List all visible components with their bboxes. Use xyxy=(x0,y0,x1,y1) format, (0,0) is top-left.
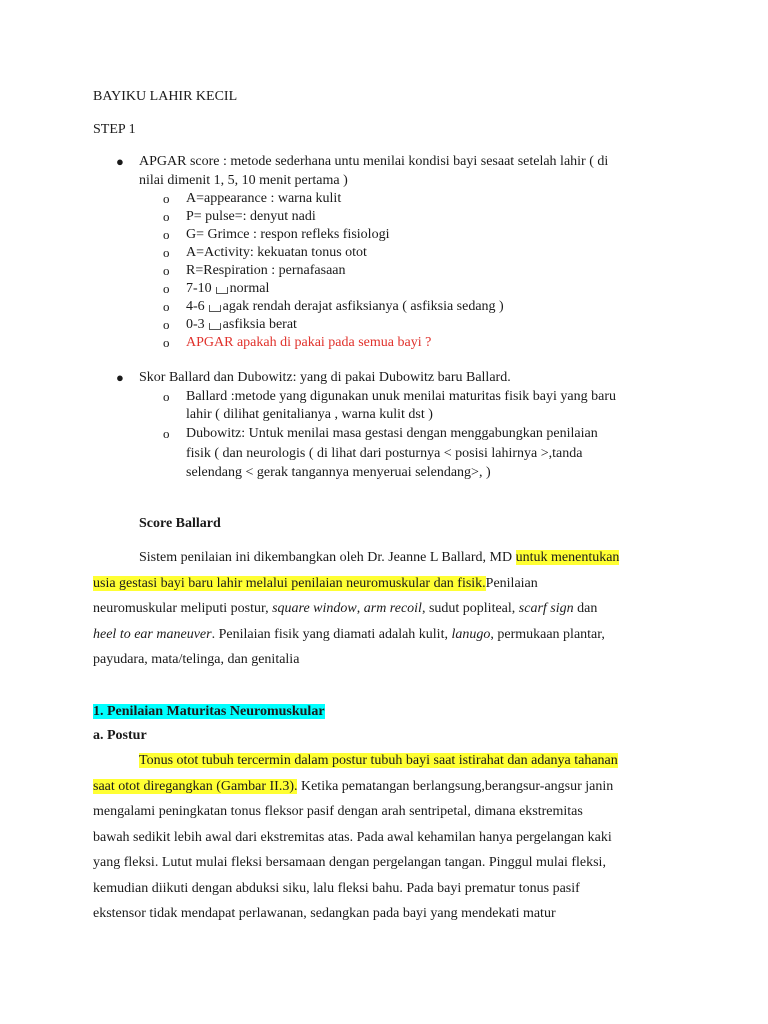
sub-bullet-icon: o xyxy=(163,317,170,332)
sub-bullet-icon: o xyxy=(163,227,170,242)
dubowitz-line-1: Dubowitz: Untuk menilai masa gestasi dengan menggabungkan penilaian xyxy=(186,426,598,441)
section-heading xyxy=(93,703,325,721)
arrow-symbol-icon xyxy=(209,323,221,330)
apgar-score-item xyxy=(186,298,504,316)
bullet-icon: ● xyxy=(116,370,124,385)
score-desc: normal xyxy=(229,281,270,296)
text-run: payudara, mata/telinga, dan genitalia xyxy=(93,652,300,667)
text-run: bawah sedikit lebih awal dari ekstremitas atas. Pada awal kehamilan hanya pergelangan kaki xyxy=(93,829,612,845)
sub-bullet-icon: o xyxy=(163,209,170,224)
score-ballard-paragraph xyxy=(93,545,683,673)
apgar-item: R=Respiration : pernafasaan xyxy=(186,263,346,278)
text-run: yang fleksi. Lutut mulai fleksi bersamaan dengan pergelangan tangan. Pinggul mulai fleksi, xyxy=(93,855,606,870)
text-run: neuromuskular meliputi postur, xyxy=(93,601,273,616)
text-run: kemudian diikuti dengan abduksi siku, lalu fleksi bahu. Pada bayi prematur tonus pasif xyxy=(93,880,580,896)
italic-term: square window xyxy=(272,601,357,616)
score-desc: agak rendah derajat asfiksianya ( asfiksia sedang ) xyxy=(222,299,504,314)
text-run: Sistem penilaian ini dikembangkan oleh Dr. Jeanne L Ballard, MD xyxy=(139,550,516,565)
text-run: Penilaian xyxy=(485,575,538,591)
text-run: , permukaan plantar, xyxy=(490,626,605,642)
highlighted-text: saat otot diregangkan (Gambar II.3). xyxy=(93,778,298,794)
score-ballard-heading: Score Ballard xyxy=(139,516,221,531)
apgar-line-1: APGAR score : metode sederhana untu menilai kondisi bayi sesaat setelah lahir ( di xyxy=(139,154,609,169)
sub-bullet-icon: o xyxy=(163,389,170,404)
italic-term: heel to ear maneuver xyxy=(93,626,212,642)
italic-term: arm recoil xyxy=(363,601,422,616)
apgar-line-2: nilai dimenit 1, 5, 10 menit pertama ) xyxy=(139,173,348,188)
ballard-line-2: lahir ( dilihat genitalianya , warna kulit dst ) xyxy=(186,407,433,422)
score-range: 4-6 xyxy=(186,299,205,314)
dubowitz-line-3: selendang < gerak tangannya menyeruai selendang>, ) xyxy=(186,465,491,480)
text-run: dan xyxy=(573,601,598,616)
score-range: 7-10 xyxy=(186,281,212,296)
skor-line: Skor Ballard dan Dubowitz: yang di pakai Dubowitz baru Ballard. xyxy=(139,370,511,385)
postur-paragraph xyxy=(93,748,683,927)
score-desc: asfiksia berat xyxy=(222,317,297,332)
sub-bullet-icon: o xyxy=(163,335,170,350)
apgar-score-item xyxy=(186,316,297,334)
highlighted-text: usia gestasi bayi baru lahir melalui penilaian neuromuskular dan fisik. xyxy=(93,575,486,591)
step-label: STEP 1 xyxy=(93,122,136,137)
subsection-heading: a. Postur xyxy=(93,728,147,743)
apgar-question: APGAR apakah di pakai pada semua bayi ? xyxy=(186,335,432,350)
sub-bullet-icon: o xyxy=(163,299,170,314)
italic-term: scarf sign xyxy=(518,601,574,616)
text-run: , sudut popliteal, xyxy=(421,601,519,616)
apgar-item: P= pulse=: denyut nadi xyxy=(186,209,316,224)
score-range: 0-3 xyxy=(186,317,205,332)
italic-term: lanugo xyxy=(451,626,491,642)
text-run: Ketika pematangan berlangsung,berangsur-angsur janin xyxy=(297,778,614,794)
highlighted-text: Tonus otot tubuh tercermin dalam postur tubuh bayi saat istirahat dan adanya tahanan xyxy=(139,753,618,768)
apgar-item: A=Activity: kekuatan tonus otot xyxy=(186,245,367,260)
sub-bullet-icon: o xyxy=(163,281,170,296)
arrow-symbol-icon xyxy=(216,287,228,294)
dubowitz-line-2: fisik ( dan neurologis ( di lihat dari posturnya < posisi lahirnya >,tanda xyxy=(186,446,583,461)
apgar-item: A=appearance : warna kulit xyxy=(186,191,342,206)
text-run: mengalami peningkatan tonus fleksor pasif dengan arah sentripetal, dimana ekstremitas xyxy=(93,804,583,819)
sub-bullet-icon: o xyxy=(163,245,170,260)
apgar-item: G= Grimce : respon refleks fisiologi xyxy=(186,227,390,242)
highlighted-text: untuk menentukan xyxy=(515,550,620,565)
ballard-line-1: Ballard :metode yang digunakan unuk menilai maturitas fisik bayi yang baru xyxy=(186,389,617,404)
text-run: ekstensor tidak mendapat perlawanan, sedangkan pada bayi yang mendekati matur xyxy=(93,906,556,921)
sub-bullet-icon: o xyxy=(163,426,170,441)
sub-bullet-icon: o xyxy=(163,263,170,278)
apgar-score-item xyxy=(186,280,269,298)
highlighted-heading: 1. Penilaian Maturitas Neuromuskular xyxy=(93,704,325,719)
document-title: BAYIKU LAHIR KECIL xyxy=(93,89,238,104)
arrow-symbol-icon xyxy=(209,305,221,312)
text-run: , xyxy=(356,601,364,616)
text-run: . Penilaian fisik yang diamati adalah kulit, xyxy=(211,626,452,642)
bullet-icon: ● xyxy=(116,154,124,169)
sub-bullet-icon: o xyxy=(163,191,170,206)
